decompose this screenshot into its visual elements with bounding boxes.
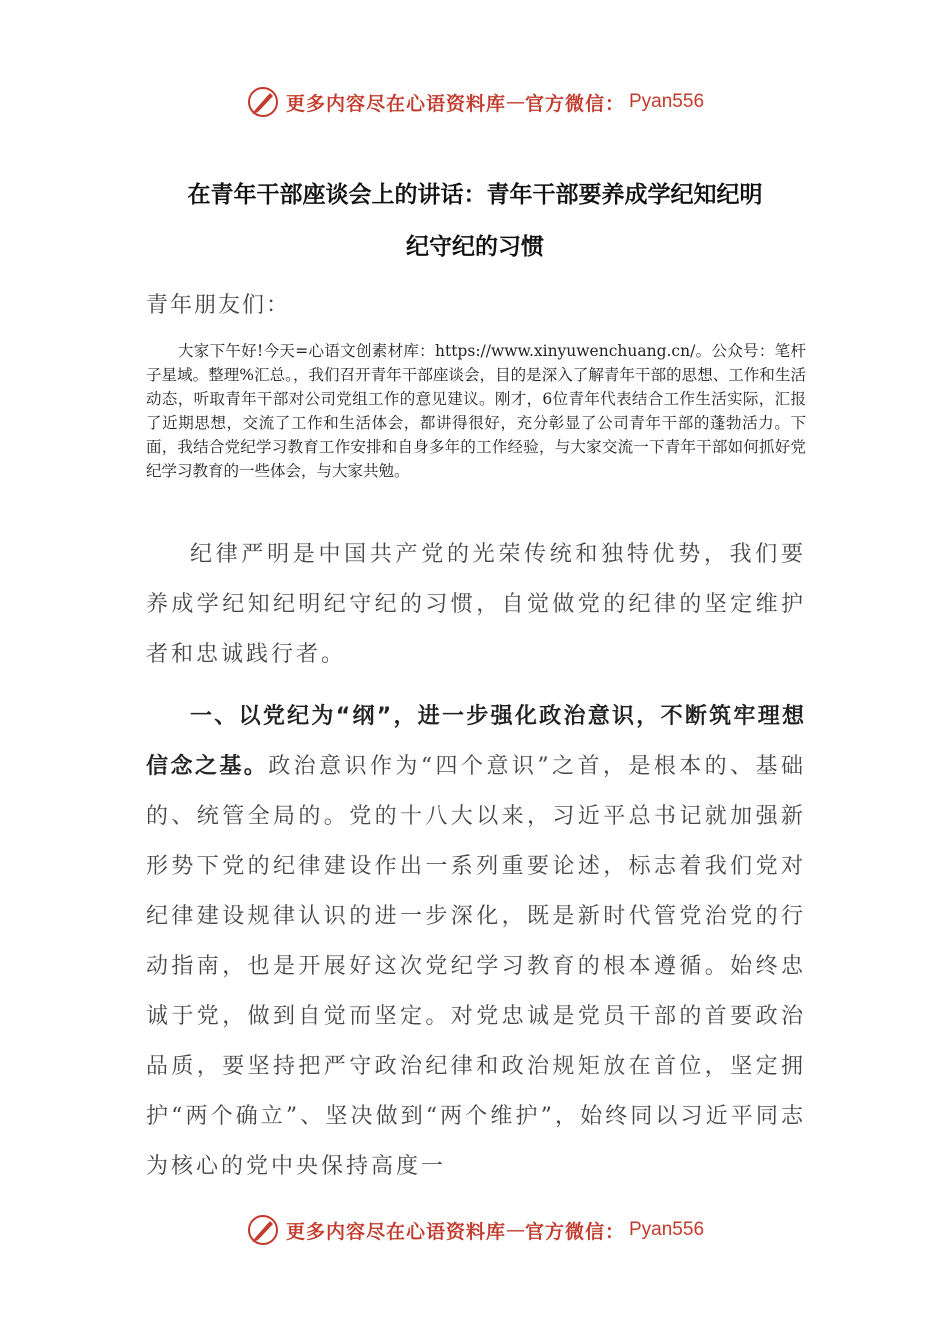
- section-1-paragraph: [146, 692, 806, 1192]
- watermark-text: 更多内容尽在心语资料库: [285, 92, 506, 115]
- watermark-handle: Pyan556: [629, 1219, 705, 1240]
- watermark-text: 更多内容尽在心语资料库: [285, 1220, 506, 1243]
- document-title-line2: 纪守纪的习惯: [406, 234, 544, 260]
- intro-paragraph: 大家下午好!今天=心语文创素材库：https://www.xinyuwenchuang.cn/。公众号：笔杆子星域。整理%汇总。，我们召开青年干部座谈会，目的是深入了解青年干部的思想、工作和生活动态，听取青年干部对公司党组工作的意见建议。刚才，6位青年代表结合工作生活实际，汇报了近期思想，交流了工作和生活体会，都讲得很好，充分彰显了公司青年干部的蓬勃活力。下面，我结合党纪学习教育工作安排和自身多年的工作经验，与大家交流一下青年干部如何抓好党纪学习教育的一些体会，与大家共勉。: [146, 342, 806, 480]
- header-watermark: [0, 82, 950, 122]
- section-1-body: 政治意识作为“四个意识”之首，是根本的、基础的、统管全局的。党的十八大以来，习近平总书记就加强新形势下党的纪律建设作出一系列重要论述，标志着我们党对纪律建设规律认识的进一步深化，既是新时代管党治党的行动指南，也是开展好这次党纪学习教育的根本遵循。始终忠诚于党，做到自觉而坚定。对党忠诚是党员干部的首要政治品质，要坚持把严守政治纪律和政治规矩放在首位，坚定拥护“两个确立”、坚决做到“两个维护”，始终同以习近平同志为核心的党中央保持高度一: [146, 754, 806, 1179]
- watermark-separator: —: [505, 91, 525, 113]
- watermark-suffix: 官方微信：: [524, 1220, 625, 1243]
- watermark-handle: Pyan556: [629, 91, 705, 112]
- watermark-suffix: 官方微信：: [524, 92, 625, 115]
- paragraph-discipline: 纪律严明是中国共产党的光荣传统和独特优势，我们要养成学纪知纪明纪守纪的习惯，自觉做党的纪律的坚定维护者和忠诚践行者。: [146, 542, 806, 667]
- section-1-heading: 一、以党纪为“纲”，进一步强化政治意识，不断筑牢理想信念之基。: [146, 704, 806, 779]
- pen-circle-icon: [246, 85, 280, 119]
- pen-circle-icon: [246, 1213, 280, 1247]
- greeting: 青年朋友们：: [146, 293, 291, 318]
- document-title-line1: 在青年干部座谈会上的讲话：青年干部要养成学纪知纪明: [187, 182, 763, 208]
- footer-watermark: [0, 1210, 950, 1250]
- watermark-separator: —: [505, 1219, 525, 1241]
